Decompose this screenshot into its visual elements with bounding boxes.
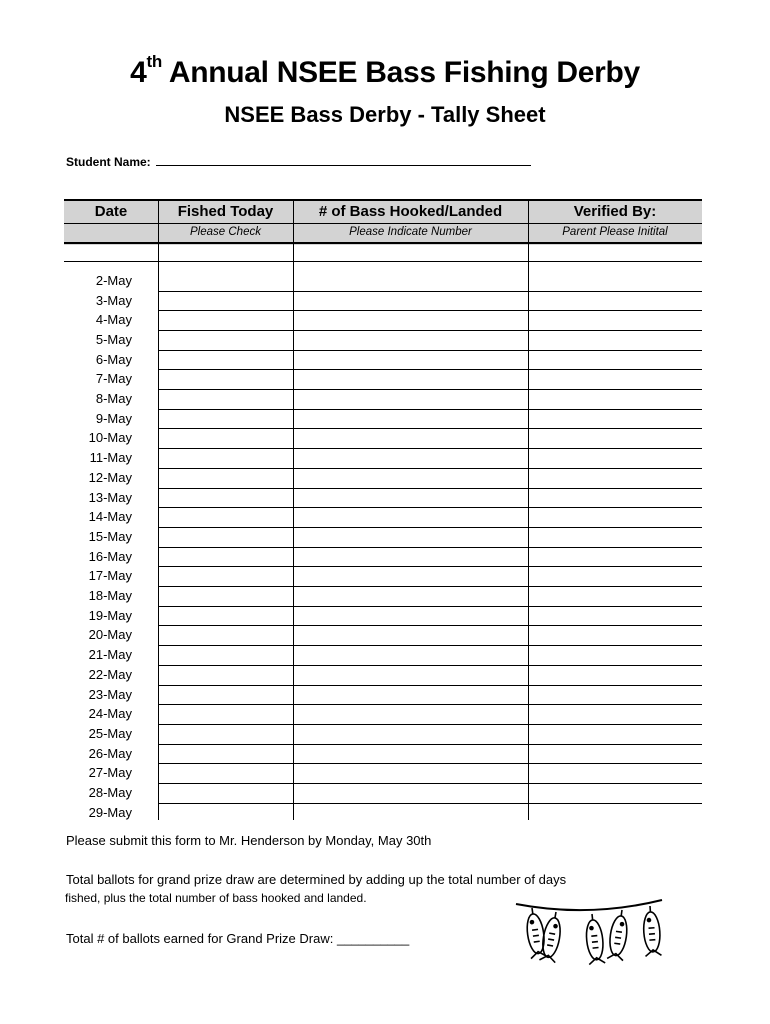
fished-checkbox-cell[interactable] [159, 410, 293, 428]
bass-count-cell[interactable] [294, 508, 528, 526]
fished-checkbox-cell[interactable] [159, 725, 293, 743]
table-header [64, 199, 702, 245]
date-cell: 26-May [88, 745, 132, 761]
fished-checkbox-cell[interactable] [159, 528, 293, 546]
title-superscript: th [146, 52, 162, 71]
date-cell: 13-May [88, 489, 132, 505]
fished-checkbox-cell[interactable] [159, 311, 293, 329]
verified-initial-cell[interactable] [529, 804, 702, 822]
verified-initial-cell[interactable] [529, 666, 702, 684]
verified-initial-cell[interactable] [529, 587, 702, 605]
verified-initial-cell[interactable] [529, 686, 702, 704]
title-text: Annual NSEE Bass Fishing Derby [168, 56, 640, 89]
grid-line [64, 261, 702, 262]
bass-count-cell[interactable] [294, 528, 528, 546]
fished-checkbox-cell[interactable] [159, 429, 293, 447]
col-verified-label: Verified By: [573, 203, 657, 220]
bass-count-cell[interactable] [294, 370, 528, 388]
date-cell: 17-May [88, 568, 132, 584]
verified-initial-cell[interactable] [529, 429, 702, 447]
date-cell: 5-May [95, 331, 132, 347]
bass-count-cell[interactable] [294, 292, 528, 310]
bass-count-cell[interactable] [294, 489, 528, 507]
date-cell: 4-May [95, 312, 132, 328]
col-date-label: Date [94, 203, 128, 220]
fished-checkbox-cell[interactable] [159, 626, 293, 644]
verified-initial-cell[interactable] [529, 410, 702, 428]
col-fished-sub: Please Check [190, 226, 261, 238]
verified-initial-cell[interactable] [529, 745, 702, 763]
total-ballots-field[interactable]: Total # of ballots earned for Grand Prize Draw: __________ [66, 931, 410, 946]
fished-checkbox-cell[interactable] [159, 607, 293, 625]
verified-initial-cell[interactable] [529, 607, 702, 625]
bass-count-cell[interactable] [294, 804, 528, 822]
header-bottom-rule [64, 242, 702, 244]
verified-initial-cell[interactable] [529, 390, 702, 408]
page-title [0, 52, 770, 90]
date-cell: 6-May [95, 351, 132, 367]
fished-checkbox-cell[interactable] [159, 390, 293, 408]
date-cell: 10-May [88, 430, 132, 446]
date-cell: 15-May [88, 528, 132, 544]
fished-checkbox-cell[interactable] [159, 449, 293, 467]
bass-count-cell[interactable] [294, 745, 528, 763]
date-cell: 16-May [88, 548, 132, 564]
bass-count-cell[interactable] [294, 784, 528, 802]
verified-initial-cell[interactable] [529, 272, 702, 290]
verified-initial-cell[interactable] [529, 528, 702, 546]
fished-checkbox-cell[interactable] [159, 567, 293, 585]
bass-count-cell[interactable] [294, 607, 528, 625]
verified-initial-cell[interactable] [529, 626, 702, 644]
fished-checkbox-cell[interactable] [159, 784, 293, 802]
fished-checkbox-cell[interactable] [159, 351, 293, 369]
bass-count-cell[interactable] [294, 626, 528, 644]
col-bass-sub: Please Indicate Number [349, 226, 472, 238]
date-cell: 8-May [95, 391, 132, 407]
ballots-note-line2: fished, plus the total number of bass hooked and landed. [65, 891, 367, 905]
date-cell: 20-May [88, 627, 132, 643]
verified-initial-cell[interactable] [529, 489, 702, 507]
date-cell: 3-May [95, 292, 132, 308]
fished-checkbox-cell[interactable] [159, 587, 293, 605]
bass-count-cell[interactable] [294, 272, 528, 290]
bass-count-cell[interactable] [294, 351, 528, 369]
verified-initial-cell[interactable] [529, 646, 702, 664]
fished-checkbox-cell[interactable] [159, 548, 293, 566]
bass-count-cell[interactable] [294, 410, 528, 428]
bass-count-cell[interactable] [294, 686, 528, 704]
date-cell: 28-May [88, 785, 132, 801]
date-cell: 14-May [88, 509, 132, 525]
verified-initial-cell[interactable] [529, 784, 702, 802]
verified-initial-cell[interactable] [529, 370, 702, 388]
title-number: 4 [130, 56, 147, 89]
fished-checkbox-cell[interactable] [159, 370, 293, 388]
date-cell: 25-May [88, 725, 132, 741]
fished-checkbox-cell[interactable] [159, 489, 293, 507]
date-cell: 23-May [88, 686, 132, 702]
verified-initial-cell[interactable] [529, 567, 702, 585]
date-cell: 12-May [88, 469, 132, 485]
verified-initial-cell[interactable] [529, 351, 702, 369]
fished-checkbox-cell[interactable] [159, 686, 293, 704]
col-verified-sub: Parent Please Initital [562, 226, 668, 238]
date-cell: 24-May [88, 706, 132, 722]
date-cell: 19-May [88, 607, 132, 623]
bass-count-cell[interactable] [294, 469, 528, 487]
date-cell: 11-May [89, 450, 132, 466]
date-cell: 2-May [95, 272, 132, 288]
ballots-note-line1: Total ballots for grand prize draw are determined by adding up the total number of days [66, 872, 567, 887]
col-fished-label: Fished Today [177, 203, 274, 220]
fished-checkbox-cell[interactable] [159, 272, 293, 290]
page-subtitle: NSEE Bass Derby - Tally Sheet [224, 102, 546, 127]
bass-count-cell[interactable] [294, 311, 528, 329]
student-name-field[interactable] [156, 153, 531, 166]
date-cell: 7-May [95, 371, 132, 387]
student-name-label: Student Name: [66, 155, 151, 169]
header-divider [64, 223, 702, 224]
bass-count-cell[interactable] [294, 725, 528, 743]
fished-checkbox-cell[interactable] [159, 764, 293, 782]
bass-count-cell[interactable] [294, 449, 528, 467]
bass-count-cell[interactable] [294, 429, 528, 447]
date-cell: 29-May [88, 804, 132, 820]
fished-checkbox-cell[interactable] [159, 804, 293, 822]
fished-checkbox-cell[interactable] [159, 292, 293, 310]
student-name-row [66, 153, 531, 169]
verified-initial-cell[interactable] [529, 508, 702, 526]
fished-checkbox-cell[interactable] [159, 745, 293, 763]
col-bass-label: # of Bass Hooked/Landed [318, 203, 503, 220]
bass-count-cell[interactable] [294, 646, 528, 664]
verified-initial-cell[interactable] [529, 705, 702, 723]
date-cell: 9-May [95, 410, 132, 426]
verified-initial-cell[interactable] [529, 292, 702, 310]
bass-count-cell[interactable] [294, 705, 528, 723]
verified-initial-cell[interactable] [529, 331, 702, 349]
fished-checkbox-cell[interactable] [159, 331, 293, 349]
fished-checkbox-cell[interactable] [159, 666, 293, 684]
fish-on-line-icon [514, 896, 664, 968]
verified-initial-cell[interactable] [529, 469, 702, 487]
fished-checkbox-cell[interactable] [159, 508, 293, 526]
verified-initial-cell[interactable] [529, 725, 702, 743]
bass-count-cell[interactable] [294, 666, 528, 684]
verified-initial-cell[interactable] [529, 764, 702, 782]
date-cell: 27-May [88, 765, 132, 781]
bass-count-cell[interactable] [294, 567, 528, 585]
submit-note: Please submit this form to Mr. Henderson by Monday, May 30th [66, 833, 432, 848]
verified-initial-cell[interactable] [529, 449, 702, 467]
bass-count-cell[interactable] [294, 548, 528, 566]
bass-count-cell[interactable] [294, 587, 528, 605]
bass-count-cell[interactable] [294, 390, 528, 408]
fished-checkbox-cell[interactable] [159, 705, 293, 723]
verified-initial-cell[interactable] [529, 311, 702, 329]
fished-checkbox-cell[interactable] [159, 469, 293, 487]
bass-count-cell[interactable] [294, 764, 528, 782]
date-cell: 22-May [88, 666, 132, 682]
fished-checkbox-cell[interactable] [159, 646, 293, 664]
date-cell: 18-May [88, 588, 132, 604]
date-cell: 21-May [88, 647, 132, 663]
bass-count-cell[interactable] [294, 331, 528, 349]
verified-initial-cell[interactable] [529, 548, 702, 566]
